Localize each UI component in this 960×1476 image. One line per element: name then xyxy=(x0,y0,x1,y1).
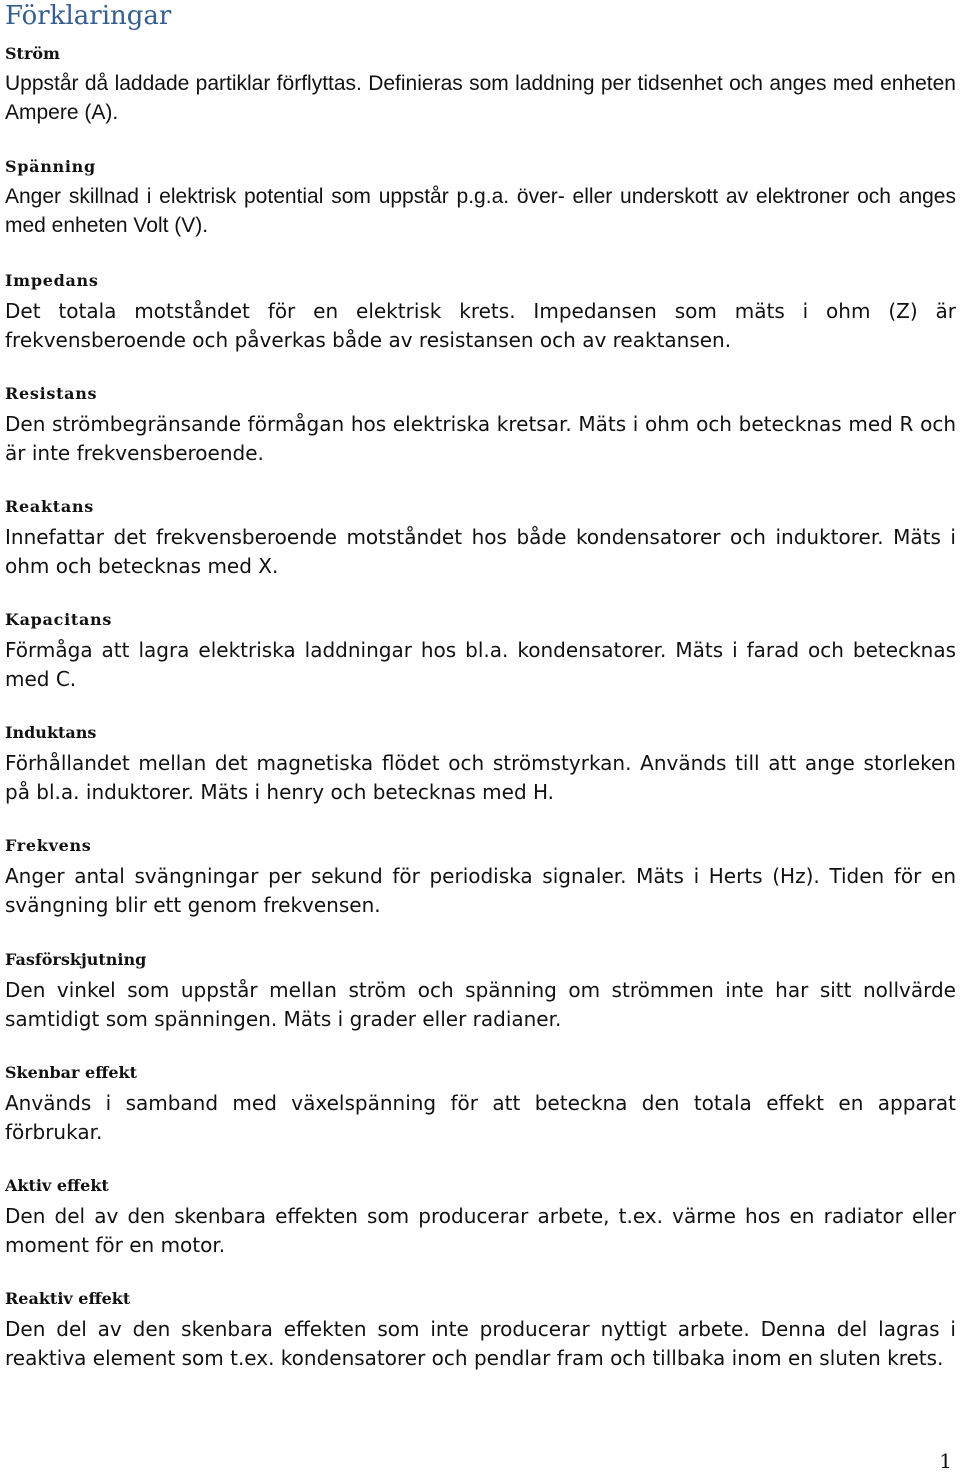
term-heading: Aktiv effekt xyxy=(5,1176,109,1195)
term-definition: Den strömbegränsande förmågan hos elektriska kretsar. Mäts i ohm och betecknas med R och är inte frekvensberoende. xyxy=(5,412,956,465)
term-entry-induktans xyxy=(5,723,956,806)
term-definition: Innefattar det frekvensberoende motståndet hos både kondensatorer och induktorer. Mäts i ohm och betecknas med X. xyxy=(5,525,956,578)
page-title: Förklaringar xyxy=(5,1,172,31)
term-entry-reaktans xyxy=(5,497,956,580)
term-entry-fasforskjutning xyxy=(5,950,956,1033)
term-definition: Anger skillnad i elektrisk potential som uppstår p.g.a. över- eller underskott av elektroner och anges med enheten Volt (V). xyxy=(5,185,956,237)
term-heading: Spänning xyxy=(5,157,96,176)
term-definition: Den del av den skenbara effekten som inte producerar nyttigt arbete. Denna del lagras i reaktiva element som t.ex. kondensatorer och pendlar fram och tillbaka inom en sluten krets. xyxy=(5,1317,956,1370)
term-heading: Frekvens xyxy=(5,836,92,855)
term-heading: Impedans xyxy=(5,271,99,290)
term-definition: Anger antal svängningar per sekund för periodiska signaler. Mäts i Herts (Hz). Tiden för en svängning blir ett genom frekvensen. xyxy=(5,864,956,917)
term-entry-spanning xyxy=(5,157,956,240)
term-heading: Kapacitans xyxy=(5,610,113,629)
term-entry-impedans xyxy=(5,271,956,354)
term-entry-reaktiv-effekt xyxy=(5,1289,956,1372)
term-entry-frekvens xyxy=(5,836,956,919)
term-heading: Skenbar effekt xyxy=(5,1063,137,1082)
term-definition: Den del av den skenbara effekten som producerar arbete, t.ex. värme hos en radiator eller moment för en motor. xyxy=(5,1204,956,1257)
term-entry-skenbar-effekt xyxy=(5,1063,956,1146)
term-definition: Den vinkel som uppstår mellan ström och spänning om strömmen inte har sitt nollvärde samtidigt som spänningen. Mäts i grader eller radianer. xyxy=(5,978,956,1031)
term-definition: Förhållandet mellan det magnetiska flödet och strömstyrkan. Används till att ange storleken på bl.a. induktorer. Mäts i henry och betecknas med H. xyxy=(5,751,956,804)
term-entry-strom xyxy=(5,44,956,127)
term-heading: Resistans xyxy=(5,384,98,403)
term-definition: Förmåga att lagra elektriska laddningar hos bl.a. kondensatorer. Mäts i farad och betecknas med C. xyxy=(5,638,956,691)
term-definition: Används i samband med växelspänning för att beteckna den totala effekt en apparat förbrukar. xyxy=(5,1091,956,1144)
term-entry-kapacitans xyxy=(5,610,956,693)
term-entry-aktiv-effekt xyxy=(5,1176,956,1259)
term-heading: Fasförskjutning xyxy=(5,950,147,969)
page-number: 1 xyxy=(939,1449,952,1473)
term-heading: Reaktiv effekt xyxy=(5,1289,131,1308)
term-definition: Det totala motståndet för en elektrisk krets. Impedansen som mäts i ohm (Z) är frekvensberoende och påverkas både av resistansen och av reaktansen. xyxy=(5,299,956,352)
term-heading: Induktans xyxy=(5,723,97,742)
term-heading: Ström xyxy=(5,44,60,63)
term-entry-resistans xyxy=(5,384,956,467)
term-definition: Uppstår då laddade partiklar förflyttas. Definieras som laddning per tidsenhet och anges med enheten Ampere (A). xyxy=(5,72,956,124)
term-heading: Reaktans xyxy=(5,497,94,516)
